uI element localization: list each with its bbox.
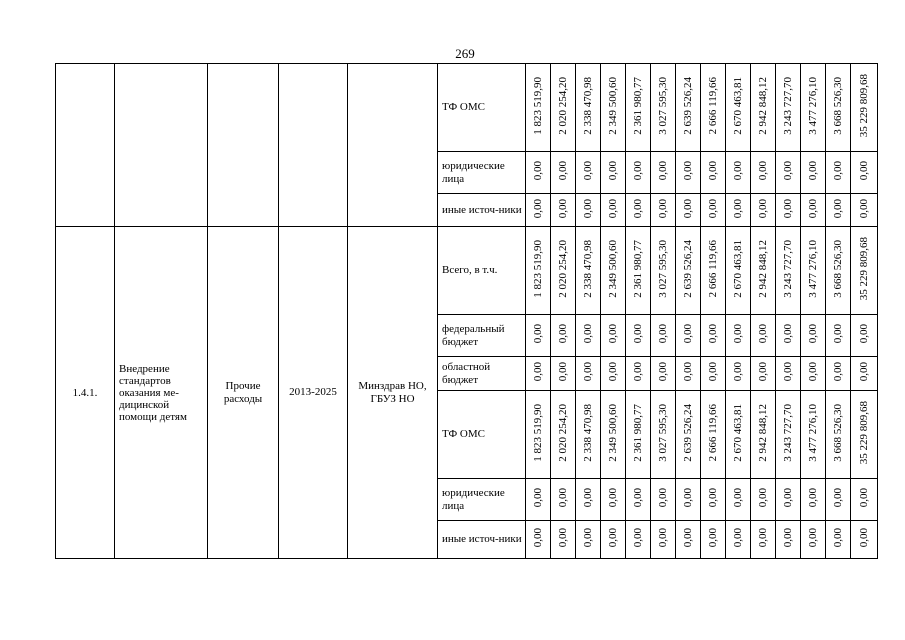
value-text: 0,00 — [858, 488, 870, 508]
value-text: 2 020 254,20 — [557, 240, 569, 298]
value-text: 0,00 — [682, 198, 694, 219]
value-cell — [551, 521, 576, 559]
value-text: 0,00 — [557, 161, 569, 181]
value-cell — [851, 391, 878, 479]
value-text: 0,00 — [682, 161, 694, 181]
value-cell — [826, 227, 851, 315]
value-text: 0,00 — [782, 324, 794, 344]
value-text: 0,00 — [582, 488, 594, 508]
value-text: 0,00 — [557, 528, 569, 548]
value-text: 2 349 500,60 — [607, 240, 619, 298]
value-text: 0,00 — [607, 324, 619, 344]
value-cell — [776, 152, 801, 194]
value-text: 0,00 — [632, 198, 644, 219]
value-text: 0,00 — [532, 324, 544, 344]
value-text: 0,00 — [707, 488, 719, 508]
value-text: 0,00 — [682, 362, 694, 382]
value-text: 2 338 470,98 — [582, 240, 594, 298]
value-text: 0,00 — [732, 362, 744, 382]
value-cell — [626, 315, 651, 357]
value-cell — [751, 152, 776, 194]
value-text: 0,00 — [832, 198, 844, 219]
value-cell — [576, 315, 601, 357]
value-cell — [751, 391, 776, 479]
value-cell — [726, 391, 751, 479]
value-cell — [601, 64, 626, 152]
funding-source-label: юридические лица — [438, 479, 526, 521]
value-cell — [776, 479, 801, 521]
funding-source-label: иные источ-ники — [438, 521, 526, 559]
value-cell — [526, 194, 551, 227]
value-cell — [801, 227, 826, 315]
value-text: 2 666 119,66 — [707, 404, 719, 462]
value-text: 0,00 — [632, 528, 644, 548]
value-cell — [526, 391, 551, 479]
value-cell — [551, 152, 576, 194]
value-text: 0,00 — [582, 161, 594, 181]
value-text: 0,00 — [607, 198, 619, 219]
value-cell — [651, 64, 676, 152]
value-text: 0,00 — [782, 362, 794, 382]
value-cell — [676, 479, 701, 521]
value-text: 2 639 526,24 — [682, 77, 694, 135]
value-cell — [651, 194, 676, 227]
value-cell — [651, 227, 676, 315]
value-cell — [551, 227, 576, 315]
value-cell — [701, 152, 726, 194]
funding-source-label: областной бюджет — [438, 357, 526, 391]
value-text: 0,00 — [657, 528, 669, 548]
value-cell — [676, 152, 701, 194]
value-text: 3 477 276,10 — [807, 240, 819, 298]
value-text: 0,00 — [832, 161, 844, 181]
value-cell — [726, 64, 751, 152]
value-cell — [526, 479, 551, 521]
funding-source-label: ТФ ОМС — [438, 64, 526, 152]
value-text: 0,00 — [807, 528, 819, 548]
value-text: 0,00 — [582, 198, 594, 219]
value-cell — [826, 64, 851, 152]
value-text: 0,00 — [757, 488, 769, 508]
value-text: 0,00 — [807, 198, 819, 219]
value-text: 2 361 980,77 — [632, 240, 644, 298]
value-cell — [751, 521, 776, 559]
value-text: 0,00 — [832, 362, 844, 382]
value-text: 0,00 — [582, 324, 594, 344]
value-cell — [826, 479, 851, 521]
value-text: 0,00 — [632, 161, 644, 181]
value-cell — [601, 152, 626, 194]
value-text: 1 823 519,90 — [532, 240, 544, 298]
value-text: 2 670 463,81 — [732, 240, 744, 298]
value-text: 2 942 848,12 — [757, 404, 769, 462]
value-cell — [826, 315, 851, 357]
value-text: 0,00 — [707, 198, 719, 219]
value-text: 0,00 — [858, 161, 870, 181]
value-text: 0,00 — [832, 528, 844, 548]
value-cell — [701, 227, 726, 315]
value-cell — [676, 357, 701, 391]
value-text: 0,00 — [732, 161, 744, 181]
value-cell — [701, 391, 726, 479]
value-cell — [751, 227, 776, 315]
value-cell — [801, 521, 826, 559]
value-text: 3 477 276,10 — [807, 77, 819, 135]
funding-source-label: иные источ-ники — [438, 194, 526, 227]
value-cell — [776, 391, 801, 479]
value-cell — [526, 227, 551, 315]
value-cell — [726, 315, 751, 357]
value-cell — [651, 521, 676, 559]
value-cell — [826, 357, 851, 391]
value-text: 0,00 — [807, 362, 819, 382]
value-text: 2 639 526,24 — [682, 404, 694, 462]
value-cell — [676, 64, 701, 152]
value-cell — [826, 521, 851, 559]
value-text: 0,00 — [607, 161, 619, 181]
value-cell — [576, 152, 601, 194]
value-cell — [851, 152, 878, 194]
value-text: 0,00 — [532, 161, 544, 181]
value-cell — [626, 152, 651, 194]
period: 2013-2025 — [279, 227, 348, 559]
value-cell — [751, 315, 776, 357]
value-cell — [601, 315, 626, 357]
value-cell — [651, 391, 676, 479]
value-cell — [776, 64, 801, 152]
table-row — [56, 64, 878, 152]
value-text: 0,00 — [557, 488, 569, 508]
value-cell — [726, 194, 751, 227]
value-text: 0,00 — [858, 198, 870, 219]
value-text: 0,00 — [757, 161, 769, 181]
value-text: 0,00 — [532, 528, 544, 548]
value-cell — [801, 194, 826, 227]
value-text: 3 243 727,70 — [782, 404, 794, 462]
value-text: 0,00 — [607, 362, 619, 382]
value-text: 0,00 — [782, 488, 794, 508]
value-text: 3 027 595,30 — [657, 77, 669, 135]
value-text: 0,00 — [732, 198, 744, 219]
value-cell — [526, 521, 551, 559]
value-text: 2 020 254,20 — [557, 404, 569, 462]
value-cell — [851, 479, 878, 521]
value-cell — [676, 391, 701, 479]
value-text: 1 823 519,90 — [532, 404, 544, 462]
value-cell — [851, 357, 878, 391]
value-cell — [651, 152, 676, 194]
value-text: 1 823 519,90 — [532, 77, 544, 135]
value-cell — [526, 64, 551, 152]
value-cell — [701, 521, 726, 559]
value-text: 2 361 980,77 — [632, 77, 644, 135]
value-text: 0,00 — [807, 324, 819, 344]
value-text: 0,00 — [707, 362, 719, 382]
value-text: 0,00 — [757, 198, 769, 219]
value-cell — [701, 64, 726, 152]
value-text: 0,00 — [657, 362, 669, 382]
value-text: 0,00 — [582, 362, 594, 382]
value-text: 0,00 — [832, 488, 844, 508]
value-text: 0,00 — [757, 528, 769, 548]
executor: Минздрав НО, ГБУЗ НО — [348, 227, 438, 559]
value-cell — [676, 194, 701, 227]
value-cell — [651, 357, 676, 391]
value-text: 2 942 848,12 — [757, 77, 769, 135]
value-cell — [826, 152, 851, 194]
value-cell — [776, 315, 801, 357]
value-text: 3 243 727,70 — [782, 77, 794, 135]
funding-source-label: ТФ ОМС — [438, 391, 526, 479]
value-cell — [826, 194, 851, 227]
value-cell — [851, 227, 878, 315]
value-text: 2 670 463,81 — [732, 404, 744, 462]
value-cell — [751, 194, 776, 227]
value-text: 0,00 — [858, 362, 870, 382]
value-cell — [776, 194, 801, 227]
value-cell — [726, 227, 751, 315]
value-text: 0,00 — [532, 198, 544, 219]
funding-source-label: федеральный бюджет — [438, 315, 526, 357]
value-cell — [801, 152, 826, 194]
value-cell — [551, 194, 576, 227]
value-text: 0,00 — [782, 161, 794, 181]
value-cell — [576, 391, 601, 479]
item-number: 1.4.1. — [56, 227, 115, 559]
value-cell — [851, 194, 878, 227]
value-text: 3 027 595,30 — [657, 240, 669, 298]
value-text: 0,00 — [682, 528, 694, 548]
value-cell — [651, 479, 676, 521]
value-cell — [551, 315, 576, 357]
value-cell — [551, 391, 576, 479]
value-text: 3 477 276,10 — [807, 404, 819, 462]
value-text: 0,00 — [657, 488, 669, 508]
value-cell — [851, 315, 878, 357]
value-text: 0,00 — [732, 488, 744, 508]
value-cell — [601, 357, 626, 391]
value-text: 2 338 470,98 — [582, 404, 594, 462]
value-cell — [601, 391, 626, 479]
value-text: 0,00 — [782, 198, 794, 219]
value-text: 0,00 — [632, 488, 644, 508]
value-cell — [551, 479, 576, 521]
value-text: 0,00 — [732, 324, 744, 344]
value-text: 0,00 — [607, 528, 619, 548]
value-text: 0,00 — [582, 528, 594, 548]
value-text: 2 639 526,24 — [682, 240, 694, 298]
value-text: 0,00 — [707, 324, 719, 344]
value-cell — [751, 357, 776, 391]
value-text: 0,00 — [782, 528, 794, 548]
value-cell — [526, 357, 551, 391]
item-number-cell — [56, 64, 115, 227]
period-cell — [279, 64, 348, 227]
value-text: 0,00 — [657, 324, 669, 344]
value-cell — [776, 521, 801, 559]
value-cell — [726, 479, 751, 521]
value-cell — [801, 315, 826, 357]
value-cell — [726, 357, 751, 391]
value-cell — [801, 64, 826, 152]
table-row — [56, 227, 878, 315]
value-text: 0,00 — [557, 198, 569, 219]
value-text: 0,00 — [757, 362, 769, 382]
executor-cell — [348, 64, 438, 227]
value-text: 3 668 526,30 — [832, 77, 844, 135]
value-text: 0,00 — [532, 488, 544, 508]
value-cell — [626, 479, 651, 521]
value-text: 2 338 470,98 — [582, 77, 594, 135]
value-cell — [676, 315, 701, 357]
value-cell — [676, 521, 701, 559]
value-text: 3 668 526,30 — [832, 404, 844, 462]
value-text: 0,00 — [707, 161, 719, 181]
value-text: 0,00 — [858, 528, 870, 548]
value-cell — [626, 521, 651, 559]
item-name-cell — [115, 64, 208, 227]
value-cell — [601, 479, 626, 521]
value-cell — [701, 357, 726, 391]
expense-type: Прочие расходы — [208, 227, 279, 559]
value-cell — [576, 227, 601, 315]
value-text: 35 229 809,68 — [858, 401, 870, 465]
value-cell — [776, 357, 801, 391]
value-cell — [601, 194, 626, 227]
value-cell — [801, 357, 826, 391]
value-cell — [576, 479, 601, 521]
value-text: 0,00 — [682, 324, 694, 344]
value-text: 35 229 809,68 — [858, 74, 870, 138]
value-cell — [526, 152, 551, 194]
value-cell — [701, 479, 726, 521]
value-cell — [626, 194, 651, 227]
value-cell — [601, 521, 626, 559]
value-text: 3 027 595,30 — [657, 404, 669, 462]
value-cell — [751, 64, 776, 152]
value-text: 0,00 — [682, 488, 694, 508]
value-text: 2 020 254,20 — [557, 77, 569, 135]
value-text: 2 361 980,77 — [632, 404, 644, 462]
value-cell — [651, 315, 676, 357]
value-cell — [576, 64, 601, 152]
value-cell — [551, 64, 576, 152]
value-text: 3 243 727,70 — [782, 240, 794, 298]
value-cell — [801, 391, 826, 479]
value-text: 0,00 — [707, 528, 719, 548]
item-name: Внедрение стандартов оказания ме-дицинской помощи детям — [115, 227, 208, 559]
value-text: 0,00 — [657, 161, 669, 181]
value-cell — [776, 227, 801, 315]
funding-source-label: Всего, в т.ч. — [438, 227, 526, 315]
value-text: 2 666 119,66 — [707, 77, 719, 135]
value-text: 0,00 — [532, 362, 544, 382]
value-cell — [726, 521, 751, 559]
value-cell — [751, 479, 776, 521]
value-text: 2 666 119,66 — [707, 240, 719, 298]
value-cell — [701, 194, 726, 227]
value-text: 0,00 — [858, 324, 870, 344]
value-cell — [851, 64, 878, 152]
value-cell — [676, 227, 701, 315]
funding-source-label: юридические лица — [438, 152, 526, 194]
value-cell — [626, 391, 651, 479]
value-text: 0,00 — [632, 362, 644, 382]
value-cell — [576, 357, 601, 391]
value-text: 0,00 — [632, 324, 644, 344]
page-number: 269 — [455, 46, 475, 61]
value-text: 0,00 — [557, 362, 569, 382]
value-cell — [576, 194, 601, 227]
value-text: 3 668 526,30 — [832, 240, 844, 298]
value-cell — [576, 521, 601, 559]
value-cell — [551, 357, 576, 391]
value-text: 0,00 — [832, 324, 844, 344]
value-cell — [726, 152, 751, 194]
value-cell — [626, 227, 651, 315]
value-cell — [801, 479, 826, 521]
value-cell — [601, 227, 626, 315]
value-text: 0,00 — [807, 161, 819, 181]
value-text: 2 349 500,60 — [607, 77, 619, 135]
value-cell — [851, 521, 878, 559]
value-text: 0,00 — [757, 324, 769, 344]
value-text: 2 942 848,12 — [757, 240, 769, 298]
budget-table — [55, 63, 878, 559]
value-cell — [626, 64, 651, 152]
value-text: 35 229 809,68 — [858, 237, 870, 301]
value-text: 0,00 — [807, 488, 819, 508]
value-text: 0,00 — [732, 528, 744, 548]
value-text: 0,00 — [557, 324, 569, 344]
expense-type-cell — [208, 64, 279, 227]
value-cell — [701, 315, 726, 357]
value-cell — [626, 357, 651, 391]
value-text: 2 670 463,81 — [732, 77, 744, 135]
value-text: 0,00 — [607, 488, 619, 508]
value-cell — [526, 315, 551, 357]
value-cell — [826, 391, 851, 479]
value-text: 2 349 500,60 — [607, 404, 619, 462]
value-text: 0,00 — [657, 198, 669, 219]
